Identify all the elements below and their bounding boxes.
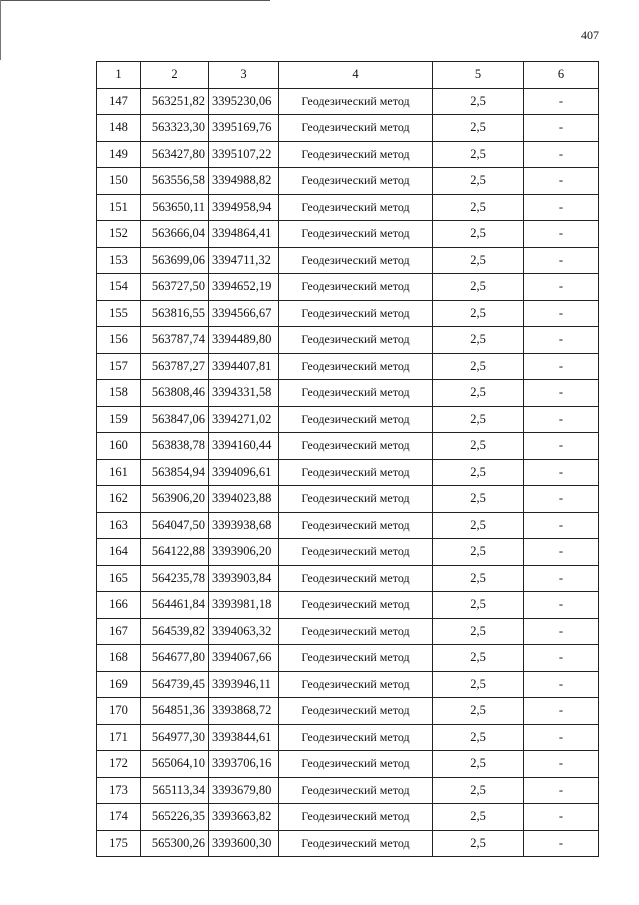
- accuracy-cell: 2,5: [433, 751, 524, 778]
- point-number-cell: 175: [97, 830, 141, 857]
- note-cell: -: [524, 804, 599, 831]
- method-cell: Геодезический метод: [279, 777, 433, 804]
- accuracy-cell: 2,5: [433, 300, 524, 327]
- left-border-line: [0, 0, 1, 60]
- x-coordinate-cell: 563787,27: [141, 353, 209, 380]
- note-cell: -: [524, 459, 599, 486]
- accuracy-cell: 2,5: [433, 88, 524, 115]
- accuracy-cell: 2,5: [433, 327, 524, 354]
- y-coordinate-cell: 3393706,16: [209, 751, 279, 778]
- y-coordinate-cell: 3395169,76: [209, 115, 279, 142]
- y-coordinate-cell: 3394160,44: [209, 433, 279, 460]
- method-cell: Геодезический метод: [279, 671, 433, 698]
- x-coordinate-cell: 564851,36: [141, 698, 209, 725]
- accuracy-cell: 2,5: [433, 380, 524, 407]
- table-row: [97, 830, 599, 857]
- point-number-cell: 169: [97, 671, 141, 698]
- y-coordinate-cell: 3393903,84: [209, 565, 279, 592]
- accuracy-cell: 2,5: [433, 539, 524, 566]
- x-coordinate-cell: 563699,06: [141, 247, 209, 274]
- note-cell: -: [524, 168, 599, 195]
- note-cell: -: [524, 618, 599, 645]
- note-cell: -: [524, 141, 599, 168]
- point-number-cell: 150: [97, 168, 141, 195]
- y-coordinate-cell: 3394023,88: [209, 486, 279, 513]
- method-cell: Геодезический метод: [279, 724, 433, 751]
- accuracy-cell: 2,5: [433, 459, 524, 486]
- x-coordinate-cell: 563251,82: [141, 88, 209, 115]
- accuracy-cell: 2,5: [433, 433, 524, 460]
- note-cell: -: [524, 194, 599, 221]
- accuracy-cell: 2,5: [433, 141, 524, 168]
- column-header: 4: [279, 62, 433, 89]
- note-cell: -: [524, 645, 599, 672]
- accuracy-cell: 2,5: [433, 221, 524, 248]
- method-cell: Геодезический метод: [279, 565, 433, 592]
- x-coordinate-cell: 563906,20: [141, 486, 209, 513]
- note-cell: -: [524, 486, 599, 513]
- y-coordinate-cell: 3395230,06: [209, 88, 279, 115]
- method-cell: Геодезический метод: [279, 406, 433, 433]
- x-coordinate-cell: 563854,94: [141, 459, 209, 486]
- point-number-cell: 152: [97, 221, 141, 248]
- accuracy-cell: 2,5: [433, 353, 524, 380]
- column-header: 2: [141, 62, 209, 89]
- note-cell: -: [524, 433, 599, 460]
- method-cell: Геодезический метод: [279, 380, 433, 407]
- point-number-cell: 147: [97, 88, 141, 115]
- x-coordinate-cell: 563816,55: [141, 300, 209, 327]
- point-number-cell: 156: [97, 327, 141, 354]
- method-cell: Геодезический метод: [279, 247, 433, 274]
- point-number-cell: 170: [97, 698, 141, 725]
- accuracy-cell: 2,5: [433, 406, 524, 433]
- table-row: [97, 777, 599, 804]
- x-coordinate-cell: 564739,45: [141, 671, 209, 698]
- x-coordinate-cell: 564122,88: [141, 539, 209, 566]
- point-number-cell: 162: [97, 486, 141, 513]
- point-number-cell: 167: [97, 618, 141, 645]
- point-number-cell: 148: [97, 115, 141, 142]
- method-cell: Геодезический метод: [279, 327, 433, 354]
- point-number-cell: 164: [97, 539, 141, 566]
- note-cell: -: [524, 751, 599, 778]
- table-row: [97, 724, 599, 751]
- method-cell: Геодезический метод: [279, 751, 433, 778]
- table-row: [97, 618, 599, 645]
- method-cell: Геодезический метод: [279, 221, 433, 248]
- y-coordinate-cell: 3394864,41: [209, 221, 279, 248]
- table-row: [97, 300, 599, 327]
- point-number-cell: 159: [97, 406, 141, 433]
- table-row: [97, 380, 599, 407]
- x-coordinate-cell: 564539,82: [141, 618, 209, 645]
- method-cell: Геодезический метод: [279, 459, 433, 486]
- table-row: [97, 698, 599, 725]
- point-number-cell: 149: [97, 141, 141, 168]
- note-cell: -: [524, 565, 599, 592]
- note-cell: -: [524, 221, 599, 248]
- note-cell: -: [524, 671, 599, 698]
- y-coordinate-cell: 3394271,02: [209, 406, 279, 433]
- table-row: [97, 539, 599, 566]
- x-coordinate-cell: 563847,06: [141, 406, 209, 433]
- y-coordinate-cell: 3394958,94: [209, 194, 279, 221]
- note-cell: -: [524, 777, 599, 804]
- point-number-cell: 160: [97, 433, 141, 460]
- note-cell: -: [524, 512, 599, 539]
- x-coordinate-cell: 565113,34: [141, 777, 209, 804]
- y-coordinate-cell: 3393868,72: [209, 698, 279, 725]
- y-coordinate-cell: 3393906,20: [209, 539, 279, 566]
- point-number-cell: 174: [97, 804, 141, 831]
- x-coordinate-cell: 563666,04: [141, 221, 209, 248]
- column-header: 6: [524, 62, 599, 89]
- table-row: [97, 115, 599, 142]
- method-cell: Геодезический метод: [279, 274, 433, 301]
- table-row: [97, 274, 599, 301]
- accuracy-cell: 2,5: [433, 274, 524, 301]
- point-number-cell: 168: [97, 645, 141, 672]
- method-cell: Геодезический метод: [279, 168, 433, 195]
- table-body: [97, 88, 599, 857]
- x-coordinate-cell: 564677,80: [141, 645, 209, 672]
- column-header: 5: [433, 62, 524, 89]
- table-row: [97, 327, 599, 354]
- x-coordinate-cell: 565064,10: [141, 751, 209, 778]
- method-cell: Геодезический метод: [279, 486, 433, 513]
- x-coordinate-cell: 563808,46: [141, 380, 209, 407]
- x-coordinate-cell: 563787,74: [141, 327, 209, 354]
- x-coordinate-cell: 564461,84: [141, 592, 209, 619]
- table-row: [97, 353, 599, 380]
- note-cell: -: [524, 539, 599, 566]
- table-row: [97, 406, 599, 433]
- x-coordinate-cell: 563556,58: [141, 168, 209, 195]
- accuracy-cell: 2,5: [433, 486, 524, 513]
- accuracy-cell: 2,5: [433, 804, 524, 831]
- y-coordinate-cell: 3393679,80: [209, 777, 279, 804]
- x-coordinate-cell: 563727,50: [141, 274, 209, 301]
- x-coordinate-cell: 563323,30: [141, 115, 209, 142]
- point-number-cell: 172: [97, 751, 141, 778]
- point-number-cell: 151: [97, 194, 141, 221]
- note-cell: -: [524, 406, 599, 433]
- y-coordinate-cell: 3394652,19: [209, 274, 279, 301]
- y-coordinate-cell: 3393946,11: [209, 671, 279, 698]
- point-number-cell: 165: [97, 565, 141, 592]
- point-number-cell: 161: [97, 459, 141, 486]
- note-cell: -: [524, 830, 599, 857]
- method-cell: Геодезический метод: [279, 88, 433, 115]
- accuracy-cell: 2,5: [433, 671, 524, 698]
- note-cell: -: [524, 247, 599, 274]
- y-coordinate-cell: 3394331,58: [209, 380, 279, 407]
- x-coordinate-cell: 565300,26: [141, 830, 209, 857]
- y-coordinate-cell: 3394988,82: [209, 168, 279, 195]
- y-coordinate-cell: 3393981,18: [209, 592, 279, 619]
- method-cell: Геодезический метод: [279, 645, 433, 672]
- x-coordinate-cell: 564977,30: [141, 724, 209, 751]
- accuracy-cell: 2,5: [433, 618, 524, 645]
- point-number-cell: 166: [97, 592, 141, 619]
- method-cell: Геодезический метод: [279, 804, 433, 831]
- note-cell: -: [524, 353, 599, 380]
- method-cell: Геодезический метод: [279, 115, 433, 142]
- accuracy-cell: 2,5: [433, 777, 524, 804]
- method-cell: Геодезический метод: [279, 830, 433, 857]
- method-cell: Геодезический метод: [279, 512, 433, 539]
- column-header: 3: [209, 62, 279, 89]
- x-coordinate-cell: 564047,50: [141, 512, 209, 539]
- table-header-row: [97, 62, 599, 89]
- note-cell: -: [524, 300, 599, 327]
- accuracy-cell: 2,5: [433, 247, 524, 274]
- table-row: [97, 512, 599, 539]
- x-coordinate-cell: 563650,11: [141, 194, 209, 221]
- note-cell: -: [524, 724, 599, 751]
- note-cell: -: [524, 592, 599, 619]
- table-row: [97, 645, 599, 672]
- point-number-cell: 173: [97, 777, 141, 804]
- method-cell: Геодезический метод: [279, 194, 433, 221]
- table-row: [97, 565, 599, 592]
- note-cell: -: [524, 88, 599, 115]
- y-coordinate-cell: 3394063,32: [209, 618, 279, 645]
- coordinates-table: [96, 61, 599, 857]
- method-cell: Геодезический метод: [279, 618, 433, 645]
- accuracy-cell: 2,5: [433, 698, 524, 725]
- x-coordinate-cell: 564235,78: [141, 565, 209, 592]
- table-row: [97, 486, 599, 513]
- table-row: [97, 221, 599, 248]
- table-row: [97, 592, 599, 619]
- note-cell: -: [524, 698, 599, 725]
- point-number-cell: 158: [97, 380, 141, 407]
- table-row: [97, 168, 599, 195]
- x-coordinate-cell: 565226,35: [141, 804, 209, 831]
- point-number-cell: 163: [97, 512, 141, 539]
- top-border-line: [0, 0, 270, 1]
- point-number-cell: 157: [97, 353, 141, 380]
- note-cell: -: [524, 327, 599, 354]
- note-cell: -: [524, 274, 599, 301]
- y-coordinate-cell: 3394096,61: [209, 459, 279, 486]
- y-coordinate-cell: 3394407,81: [209, 353, 279, 380]
- x-coordinate-cell: 563427,80: [141, 141, 209, 168]
- table-row: [97, 804, 599, 831]
- point-number-cell: 153: [97, 247, 141, 274]
- method-cell: Геодезический метод: [279, 141, 433, 168]
- note-cell: -: [524, 380, 599, 407]
- table-row: [97, 433, 599, 460]
- point-number-cell: 171: [97, 724, 141, 751]
- method-cell: Геодезический метод: [279, 300, 433, 327]
- method-cell: Геодезический метод: [279, 353, 433, 380]
- method-cell: Геодезический метод: [279, 592, 433, 619]
- table-row: [97, 194, 599, 221]
- point-number-cell: 155: [97, 300, 141, 327]
- point-number-cell: 154: [97, 274, 141, 301]
- accuracy-cell: 2,5: [433, 724, 524, 751]
- y-coordinate-cell: 3394067,66: [209, 645, 279, 672]
- y-coordinate-cell: 3395107,22: [209, 141, 279, 168]
- accuracy-cell: 2,5: [433, 565, 524, 592]
- x-coordinate-cell: 563838,78: [141, 433, 209, 460]
- accuracy-cell: 2,5: [433, 830, 524, 857]
- page-number: 407: [581, 28, 599, 42]
- note-cell: -: [524, 115, 599, 142]
- accuracy-cell: 2,5: [433, 645, 524, 672]
- accuracy-cell: 2,5: [433, 194, 524, 221]
- y-coordinate-cell: 3394489,80: [209, 327, 279, 354]
- table-row: [97, 671, 599, 698]
- accuracy-cell: 2,5: [433, 168, 524, 195]
- column-header: 1: [97, 62, 141, 89]
- accuracy-cell: 2,5: [433, 115, 524, 142]
- method-cell: Геодезический метод: [279, 698, 433, 725]
- accuracy-cell: 2,5: [433, 592, 524, 619]
- table-row: [97, 751, 599, 778]
- y-coordinate-cell: 3393844,61: [209, 724, 279, 751]
- accuracy-cell: 2,5: [433, 512, 524, 539]
- method-cell: Геодезический метод: [279, 433, 433, 460]
- table-row: [97, 141, 599, 168]
- table-row: [97, 459, 599, 486]
- y-coordinate-cell: 3393663,82: [209, 804, 279, 831]
- table-row: [97, 247, 599, 274]
- method-cell: Геодезический метод: [279, 539, 433, 566]
- y-coordinate-cell: 3393600,30: [209, 830, 279, 857]
- table-row: [97, 88, 599, 115]
- y-coordinate-cell: 3394566,67: [209, 300, 279, 327]
- y-coordinate-cell: 3394711,32: [209, 247, 279, 274]
- y-coordinate-cell: 3393938,68: [209, 512, 279, 539]
